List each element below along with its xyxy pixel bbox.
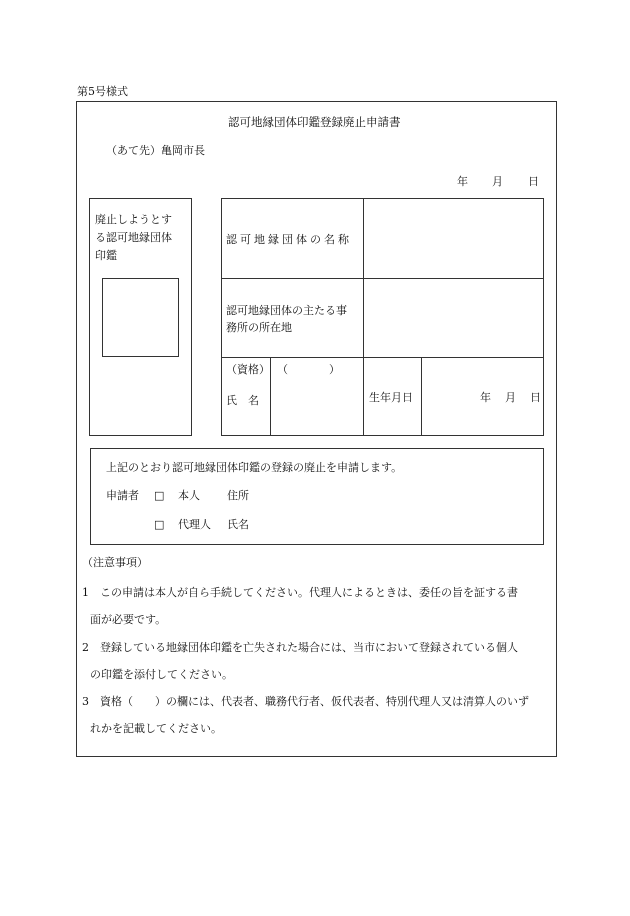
- seal-imprint-box[interactable]: [102, 278, 179, 357]
- name-label: 氏名: [227, 518, 249, 531]
- date-month-label: 月: [492, 175, 503, 188]
- representative-name-field[interactable]: [271, 358, 362, 435]
- address-label: 住所: [227, 489, 249, 502]
- form-number: 第5号様式: [77, 85, 128, 98]
- application-statement: 上記のとおり認可地縁団体印鑑の登録の廃止を申請します。: [106, 461, 403, 474]
- self-checkbox[interactable]: □: [154, 489, 165, 502]
- office-address-field[interactable]: [364, 279, 543, 356]
- note-3-line1: 資格（ ）の欄には、代表者、職務代行者、仮代表者、特別代理人又は清算人のいず: [100, 695, 529, 708]
- office-address-label-line1: 認可地縁団体の主たる事: [226, 304, 347, 317]
- group-name-field[interactable]: [364, 199, 543, 277]
- birth-year-label: 年: [480, 391, 491, 404]
- note-1-number: 1: [82, 586, 89, 599]
- date-year-label: 年: [457, 175, 468, 188]
- seal-label-line3: 印鑑: [95, 249, 117, 262]
- seal-label-line1: 廃止しようとす: [95, 213, 172, 226]
- group-name-label: 認可地縁団体の名称: [226, 233, 352, 246]
- notes-heading: （注意事項）: [82, 556, 148, 569]
- agent-label: 代理人: [178, 518, 211, 531]
- note-3-number: 3: [82, 695, 89, 708]
- birth-date-label: 生年月日: [369, 391, 413, 404]
- note-3-line2: れかを記載してください。: [90, 722, 222, 735]
- table-divider: [421, 357, 422, 436]
- representative-name-label: 氏 名: [226, 394, 259, 407]
- note-1-line2: 面が必要です。: [90, 613, 167, 626]
- birth-month-label: 月: [505, 391, 516, 404]
- agent-checkbox[interactable]: □: [154, 518, 165, 531]
- birth-day-label: 日: [530, 391, 541, 404]
- office-address-label-line2: 務所の所在地: [226, 321, 292, 334]
- note-2-line2: の印鑑を添付してください。: [90, 668, 233, 681]
- note-2-number: 2: [82, 641, 89, 654]
- qualification-paren-close: ）: [329, 363, 340, 376]
- qualification-paren-open: （: [277, 363, 288, 376]
- seal-label-line2: る認可地縁団体: [95, 231, 172, 244]
- self-label: 本人: [178, 489, 200, 502]
- page-title: 認可地縁団体印鑑登録廃止申請書: [228, 115, 401, 129]
- note-1-line1: この申請は本人が自ら手続してください。代理人によるときは、委任の旨を証する書: [100, 586, 518, 599]
- date-day-label: 日: [528, 175, 539, 188]
- addressee: （あて先）亀岡市長: [106, 144, 205, 157]
- note-2-line1: 登録している地縁団体印鑑を亡失された場合には、当市において登録されている個人: [100, 641, 518, 654]
- applicant-label: 申請者: [106, 489, 139, 502]
- qualification-label: （資格）: [226, 363, 270, 376]
